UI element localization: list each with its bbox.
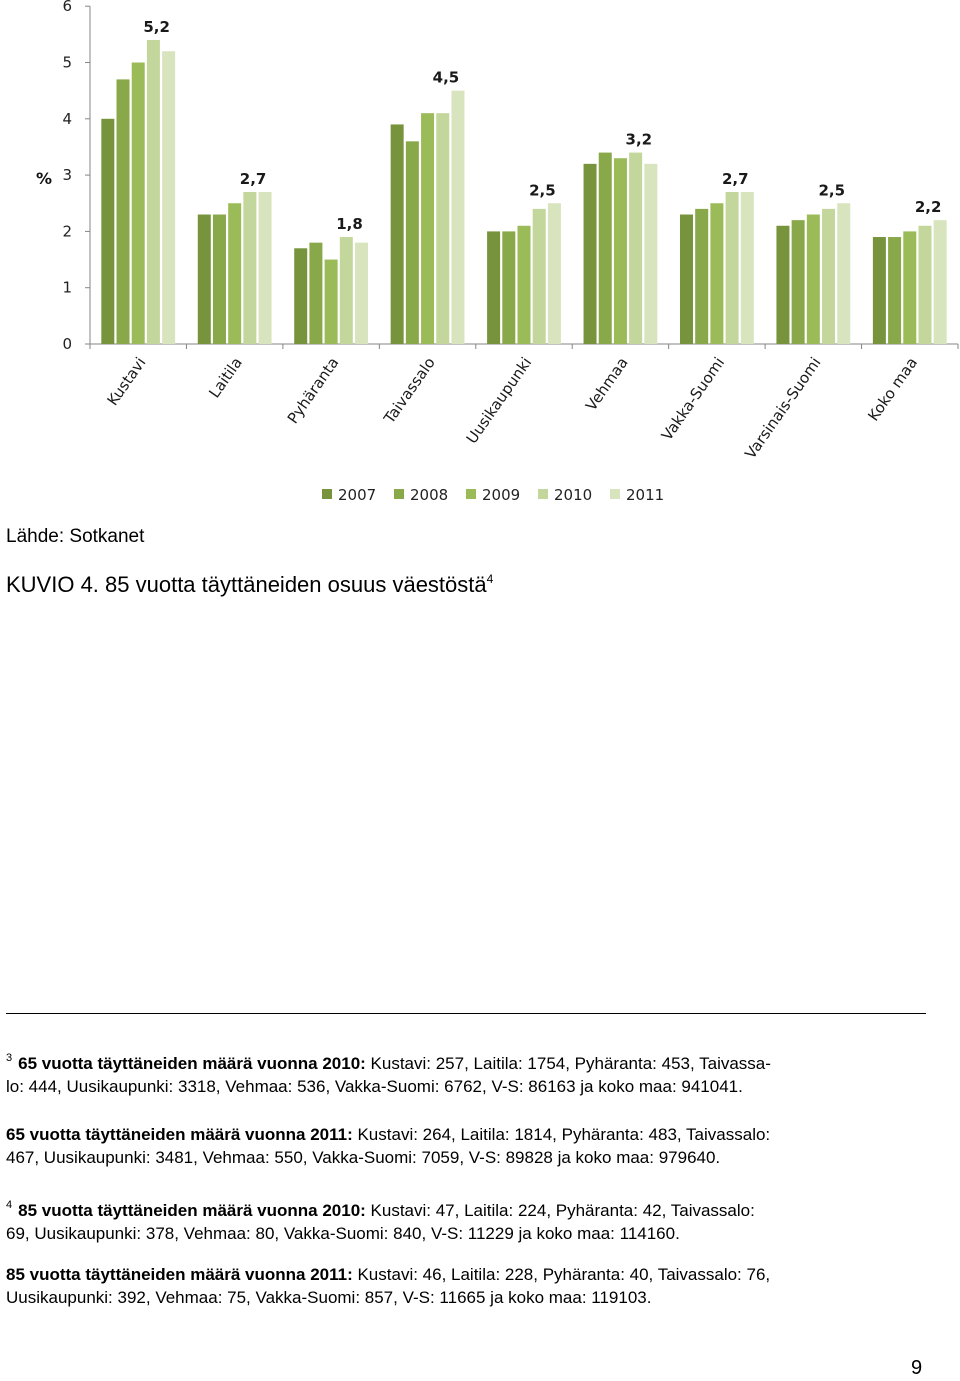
bar bbox=[309, 243, 322, 344]
legend-label: 2007 bbox=[338, 486, 377, 504]
bar bbox=[391, 124, 404, 344]
bar bbox=[117, 79, 130, 344]
footnote-text: Kustavi: 47, Laitila: 224, Pyhäranta: 42, Taivassalo: bbox=[365, 1201, 755, 1220]
bar bbox=[340, 237, 353, 344]
bar bbox=[792, 220, 805, 344]
legend-swatch bbox=[322, 489, 332, 499]
data-label: 2,5 bbox=[818, 181, 846, 200]
data-label: 5,2 bbox=[143, 17, 170, 36]
bar bbox=[518, 226, 531, 344]
bar bbox=[533, 209, 546, 344]
bar bbox=[132, 63, 145, 345]
bar bbox=[888, 237, 901, 344]
bar bbox=[873, 237, 886, 344]
bar bbox=[198, 215, 211, 344]
bar bbox=[101, 119, 114, 344]
footnote-text: Kustavi: 257, Laitila: 1754, Pyhäranta: 453, Taivassa- bbox=[365, 1054, 771, 1073]
x-category-label: Varsinais-Suomi bbox=[741, 353, 825, 463]
footnote-3-mark: 3 bbox=[6, 1052, 13, 1064]
bar bbox=[502, 231, 515, 344]
footnote-heading: 85 vuotta täyttäneiden määrä vuonna 2010: bbox=[18, 1201, 366, 1220]
footnote-heading: 65 vuotta täyttäneiden määrä vuonna 2010: bbox=[18, 1054, 366, 1073]
legend-swatch bbox=[610, 489, 620, 499]
figure-caption bbox=[6, 572, 493, 598]
data-label: 1,8 bbox=[336, 215, 363, 234]
bar-chart bbox=[0, 0, 960, 510]
x-category-label: Pyhäranta bbox=[283, 353, 343, 428]
legend-label: 2011 bbox=[626, 486, 665, 504]
bar bbox=[934, 220, 947, 344]
bar bbox=[421, 113, 434, 344]
bar bbox=[837, 203, 850, 344]
bar bbox=[741, 192, 754, 344]
legend-label: 2008 bbox=[410, 486, 449, 504]
bar bbox=[695, 209, 708, 344]
x-category-label: Kustavi bbox=[103, 353, 150, 409]
page-number: 9 bbox=[911, 1357, 923, 1379]
bar bbox=[355, 243, 368, 344]
y-tick-label: 3 bbox=[62, 166, 72, 185]
x-category-label: Taivassalo bbox=[380, 353, 439, 427]
data-label: 2,7 bbox=[239, 169, 267, 188]
legend-swatch bbox=[538, 489, 548, 499]
bar bbox=[776, 226, 789, 344]
footnote-text: lo: 444, Uusikaupunki: 3318, Vehmaa: 536, Vakka-Suomi: 6762, V-S: 86163 ja koko maa: 941041. bbox=[6, 1077, 743, 1096]
source-note: Lähde: Sotkanet bbox=[6, 526, 145, 547]
bar bbox=[294, 248, 307, 344]
bar bbox=[918, 226, 931, 344]
bar bbox=[213, 215, 226, 344]
caption-text: KUVIO 4. 85 vuotta täyttäneiden osuus väestöstä bbox=[6, 572, 487, 597]
footnote-3-2011 bbox=[6, 1123, 931, 1169]
x-category-label: Vehmaa bbox=[582, 353, 632, 415]
bar bbox=[629, 153, 642, 344]
bar bbox=[822, 209, 835, 344]
footnote-separator bbox=[6, 1013, 926, 1014]
footnote-4-2011 bbox=[6, 1263, 931, 1309]
bar bbox=[726, 192, 739, 344]
bar bbox=[807, 215, 820, 344]
data-label: 2,7 bbox=[721, 169, 749, 188]
bar bbox=[614, 158, 627, 344]
legend-label: 2009 bbox=[482, 486, 521, 504]
x-category-label: Vakka-Suomi bbox=[657, 353, 729, 444]
bar bbox=[710, 203, 723, 344]
footnote-text: Uusikaupunki: 392, Vehmaa: 75, Vakka-Suomi: 857, V-S: 11665 ja koko maa: 119103. bbox=[6, 1288, 652, 1307]
bar bbox=[599, 153, 612, 344]
data-label: 2,5 bbox=[529, 181, 556, 200]
footnote-heading: 65 vuotta täyttäneiden määrä vuonna 2011: bbox=[6, 1125, 353, 1144]
footnote-heading: 85 vuotta täyttäneiden määrä vuonna 2011: bbox=[6, 1265, 353, 1284]
bar bbox=[162, 51, 175, 344]
footnote-4-mark: 4 bbox=[6, 1199, 13, 1211]
bar bbox=[451, 91, 464, 344]
bar bbox=[406, 141, 419, 344]
y-tick-label: 2 bbox=[62, 222, 72, 241]
data-label: 2,2 bbox=[914, 198, 942, 217]
bar bbox=[228, 203, 241, 344]
bar bbox=[147, 40, 160, 344]
x-category-label: Uusikaupunki bbox=[462, 353, 536, 448]
footnote-4-2010 bbox=[6, 1194, 931, 1245]
data-label: 3,2 bbox=[625, 130, 653, 149]
footnote-3-2010 bbox=[6, 1047, 931, 1098]
footnote-text: 69, Uusikaupunki: 378, Vehmaa: 80, Vakka-Suomi: 840, V-S: 11229 ja koko maa: 114160. bbox=[6, 1224, 680, 1243]
bar bbox=[259, 192, 272, 344]
bar bbox=[436, 113, 449, 344]
bar bbox=[243, 192, 256, 344]
x-category-label: Koko maa bbox=[864, 353, 922, 425]
caption-footnote-ref: 4 bbox=[486, 572, 494, 586]
legend-label: 2010 bbox=[554, 486, 593, 504]
bar bbox=[487, 231, 500, 344]
y-tick-label: 6 bbox=[62, 0, 72, 16]
bar bbox=[548, 203, 561, 344]
y-tick-label: 4 bbox=[62, 109, 72, 128]
footnote-text: Kustavi: 264, Laitila: 1814, Pyhäranta: 483, Taivassalo: bbox=[352, 1125, 771, 1144]
bar bbox=[584, 164, 597, 344]
y-axis-label: % bbox=[36, 169, 53, 188]
x-category-label: Laitila bbox=[205, 353, 246, 402]
legend-swatch bbox=[466, 489, 476, 499]
bar bbox=[644, 164, 657, 344]
bar bbox=[325, 260, 338, 344]
y-tick-label: 5 bbox=[62, 53, 72, 72]
bar bbox=[680, 215, 693, 344]
legend-swatch bbox=[394, 489, 404, 499]
footnote-text: Kustavi: 46, Laitila: 228, Pyhäranta: 40, Taivassalo: 76, bbox=[352, 1265, 771, 1284]
footnote-text: 467, Uusikaupunki: 3481, Vehmaa: 550, Vakka-Suomi: 7059, V-S: 89828 ja koko maa: 979640. bbox=[6, 1148, 721, 1167]
data-label: 4,5 bbox=[432, 68, 460, 87]
y-tick-label: 0 bbox=[62, 335, 72, 353]
bar bbox=[903, 231, 916, 344]
y-tick-label: 1 bbox=[62, 278, 72, 297]
